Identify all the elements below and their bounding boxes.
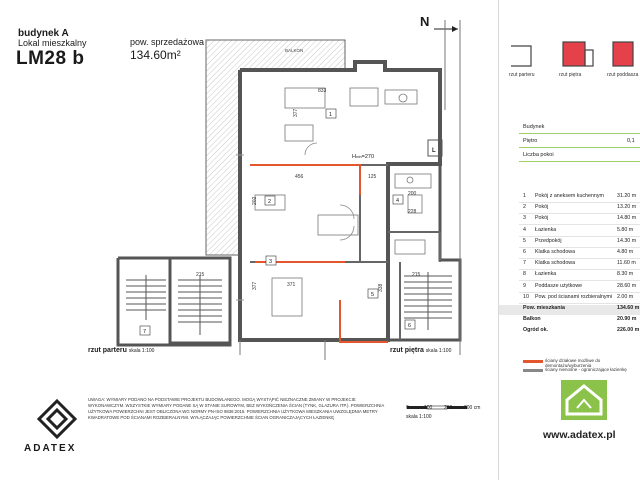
- room-name-cell: Pokój: [535, 215, 549, 222]
- sale-area-value: 134.60m²: [130, 48, 181, 62]
- balcony-label: BALKON: [285, 48, 304, 53]
- dim-label: 202: [252, 196, 258, 205]
- info-rooms-label: Liczba pokoi: [523, 152, 554, 158]
- room-area-cell: 28.60 m: [617, 282, 637, 289]
- room-number: 5: [371, 292, 375, 298]
- total-value: 20.90 m: [617, 316, 637, 323]
- divider: [519, 247, 640, 248]
- total-label: Ogród ok.: [523, 327, 549, 334]
- room-name-cell: Poddasze użytkowe: [535, 282, 583, 289]
- room-number-cell: 7: [523, 260, 526, 267]
- room-name-cell: Łazienka: [535, 226, 557, 233]
- room-number-cell: 1: [523, 193, 526, 199]
- room-area-cell: 11.60 m: [617, 260, 636, 267]
- divider: [519, 202, 640, 203]
- upper-right-block: [388, 164, 460, 340]
- room-area-cell: 14.80 m: [617, 215, 637, 222]
- divider: [519, 258, 640, 259]
- website-link[interactable]: www.adatex.pl: [543, 429, 616, 441]
- total-value: 226.00 m: [617, 327, 640, 334]
- room-area-cell: 8.30 m: [617, 271, 634, 278]
- room-number-cell: 5: [523, 237, 526, 244]
- thumbnail-upper-label[interactable]: rzut piętra: [559, 72, 582, 78]
- room-number-cell: 2: [523, 204, 526, 211]
- scale-tick-0: 0: [406, 405, 409, 411]
- room-area-cell: 5.80 m: [617, 226, 634, 233]
- total-label: Balkon: [523, 316, 541, 323]
- room-area-cell: 2.00 m: [617, 293, 634, 300]
- dim-label: 456: [295, 174, 304, 180]
- demolishable-walls: [250, 165, 388, 342]
- thumbnail-attic-label[interactable]: rzut poddasza: [607, 72, 639, 78]
- dim-label: 125: [368, 174, 377, 180]
- divider: [519, 147, 640, 148]
- room-name-cell: Łazienka: [535, 271, 557, 278]
- upper-floor-caption: rzut piętra skala 1:100: [390, 347, 452, 354]
- room-area-cell: 31.20 m: [617, 193, 637, 199]
- room-name-cell: Klatka schodowa: [535, 249, 576, 255]
- building-label: budynek A: [18, 28, 69, 39]
- legend-swatch-grey: [523, 369, 543, 372]
- disclaimer-text: UWAGA: WYMIARY PODANO NA PODSTAWIE PROJEKTU BUDOWLANEGO. MOGĄ WYSTĄPIĆ NIEZNACZNE ZMIANY W PROJEKCIE WYKONAWCZYM. WSZYSTKIE WYMIARY PODANE SĄ W STANIE SUROWYM, BEZ WYKOŃCZENIA ŚCIAN (TYNK, GLAZURA ITP.). POWIERZCHNIA UŻYTKOWA POWIERZCHNI JEST OBLICZONA WG NORMY PN-ISO 9836:2015. POWIERZCHNIA UŻYTKOWA MIESZKANIA UWZGLĘDNIA METRY KWADRATOWE POD ŚCIANAMI ROZBIERALNYMI. WYŁĄCZAJĄC POWIERZCHNIE ŚCIAN OGRANICZAJĄCYCH ŁAZIENKĘ: [88, 397, 385, 420]
- room-name-cell: Klatka schodowa: [535, 260, 576, 267]
- scale-tick-300: 300 cm: [464, 405, 481, 411]
- room-area-cell: 4.80 m: [617, 249, 634, 255]
- svg-text:L: L: [432, 148, 436, 154]
- unit-code: LM28 b: [16, 48, 85, 69]
- logo-text: ADATEX: [24, 443, 77, 454]
- divider: [519, 269, 640, 270]
- room-number-cell: 4: [523, 226, 526, 233]
- scale-bar: [405, 398, 495, 428]
- dim-label: 833: [318, 88, 327, 94]
- room-number-cell: 10: [523, 293, 529, 300]
- room-number-cell: 6: [523, 249, 526, 255]
- room-number-cell: 3: [523, 215, 526, 222]
- room-number: 1: [329, 112, 333, 118]
- compass-letter: N: [420, 14, 430, 29]
- divider: [519, 133, 640, 134]
- scale-caption: skala 1:100: [406, 414, 432, 420]
- dim-label: 371: [287, 282, 296, 288]
- room-number: 4: [396, 198, 400, 204]
- room-number-cell: 9: [523, 282, 526, 289]
- room-area-cell: 13.20 m: [617, 204, 637, 211]
- house-logo-icon: [561, 380, 607, 420]
- legend-demolishable: ściany działowe możliwe do demontażu/wyburzenia: [545, 358, 601, 368]
- height-note: Hmin=270: [352, 154, 375, 160]
- dim-label: 377: [293, 108, 299, 117]
- dim-label: 377: [252, 281, 258, 290]
- doors: [305, 143, 354, 240]
- total-row: [499, 305, 640, 315]
- room-area-cell: 14.30 m: [617, 237, 637, 244]
- info-floor-label: Piętro: [523, 138, 538, 144]
- info-floor-value: 0,1: [627, 138, 635, 144]
- legend-bathroom: ściany nienośne - ograniczające łazienkę: [545, 367, 627, 372]
- legend-swatch-red: [523, 360, 543, 363]
- room-number: 6: [408, 323, 412, 329]
- info-building-label: Budynek: [523, 124, 545, 130]
- ground-floor-caption: rzut parteru skala 1:100: [88, 347, 155, 354]
- room-number: 3: [269, 259, 273, 265]
- dim-label: 228: [408, 209, 417, 215]
- room-name-cell: Pow. pod ścianami rozbieralnymi: [535, 293, 613, 300]
- adatex-logo-icon: [36, 398, 78, 442]
- room-name-cell: Pokój: [535, 204, 549, 211]
- ground-floor-stairs: [126, 275, 166, 320]
- ground-floor-outline: [118, 258, 230, 345]
- total-label: Pow. mieszkania: [523, 305, 565, 311]
- room-number: 2: [268, 199, 272, 205]
- dim-label: 215: [196, 272, 205, 278]
- floor-thumbnails: [505, 36, 640, 72]
- room-name-cell: Przedpokój: [535, 237, 562, 244]
- room-markers: [140, 109, 415, 335]
- total-row: [499, 327, 640, 337]
- divider: [519, 280, 640, 281]
- scale-tick-200: 200: [444, 405, 453, 411]
- balcony-area: [206, 40, 345, 255]
- total-value: 134.60 m: [617, 305, 640, 311]
- sidebar: [498, 0, 640, 480]
- room-number: 7: [143, 329, 147, 335]
- divider: [519, 224, 640, 225]
- dim-label: 200: [408, 191, 417, 197]
- divider: [519, 303, 640, 304]
- divider: [519, 236, 640, 237]
- divider: [519, 161, 640, 162]
- scale-tick-100: 100: [424, 405, 433, 411]
- sale-area-label: pow. sprzedażowa: [130, 37, 205, 47]
- divider: [519, 292, 640, 293]
- room-number-cell: 8: [523, 271, 526, 278]
- thumbnail-ground-label[interactable]: rzut parteru: [509, 72, 535, 78]
- dim-label: 215: [412, 272, 421, 278]
- ground-stairs: [170, 258, 230, 343]
- dim-label: 338: [378, 283, 384, 292]
- unit-type-label: Lokal mieszkalny: [18, 38, 87, 48]
- total-row: [499, 316, 640, 326]
- room-name-cell: Pokój z aneksem kuchennym: [535, 193, 604, 199]
- divider: [519, 213, 640, 214]
